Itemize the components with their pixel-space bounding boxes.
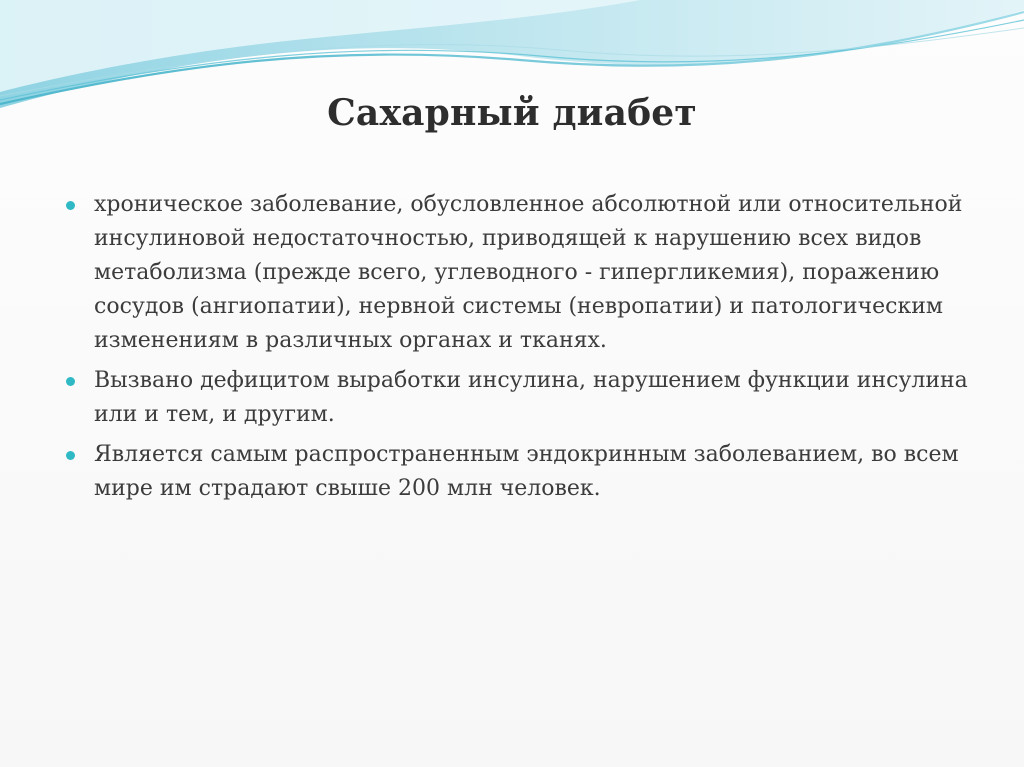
slide-title: Сахарный диабет [327, 92, 697, 134]
bullet-list [66, 188, 976, 512]
bullet-text: Является самым распространенным эндокринным заболеванием, во всем мире им страдают свыше 200 млн человек. [94, 442, 959, 501]
bullet-dot-icon [66, 201, 75, 210]
bullet-dot-icon [66, 377, 75, 386]
bullet-item [66, 188, 976, 358]
bullet-text: Вызвано дефицитом выработки инсулина, нарушением функции инсулина или и тем, и другим. [94, 368, 968, 427]
bullet-dot-icon [66, 451, 75, 460]
bullet-item [66, 364, 976, 432]
bullet-text: хроническое заболевание, обусловленное абсолютной или относительной инсулиновой недостаточностью, приводящей к нарушению всех видов метаболизма (прежде всего, углеводного - гипергликемия), поражению сосудов (ангиопатии), нервной системы (невропатии) и патологическим изменениям в различных органах и тканях. [94, 192, 963, 353]
bullet-item [66, 438, 976, 506]
